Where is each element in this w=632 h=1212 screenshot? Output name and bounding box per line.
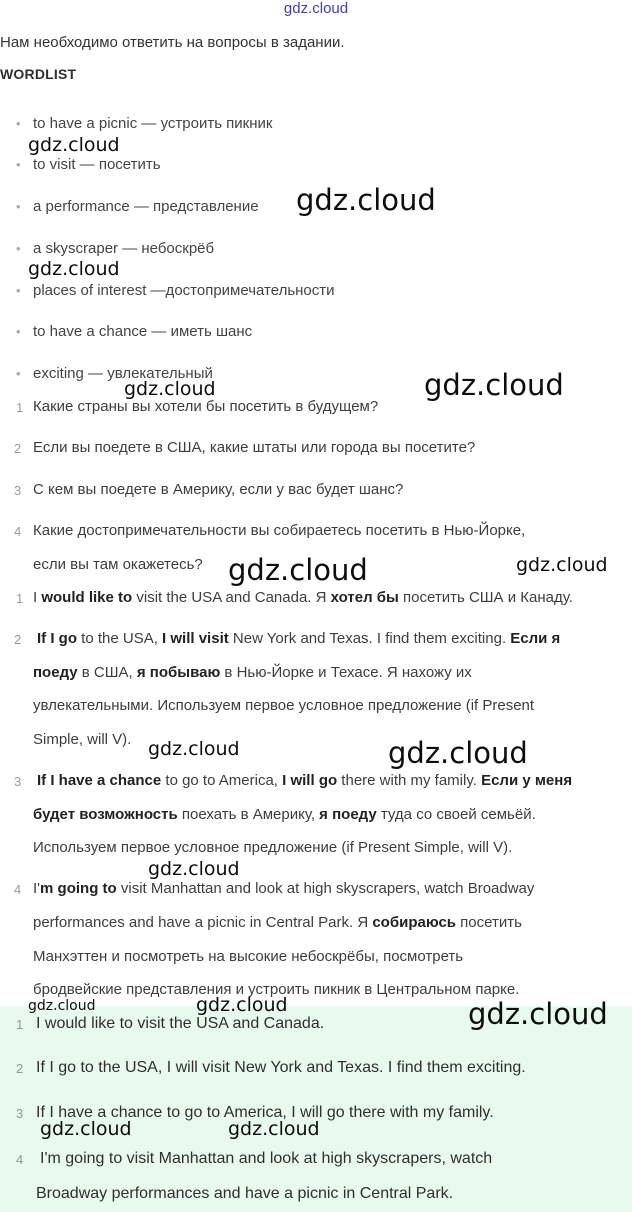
final-answer-number: 3 [16, 1106, 24, 1121]
final-answer-text: If I have a chance to go to America, I will go there with my family. [36, 1104, 494, 1121]
bullet-icon: • [16, 366, 21, 381]
watermark: gdz.cloud [228, 553, 368, 587]
watermark: gdz.cloud [516, 554, 608, 576]
answer-text: I'm going to visit Manhattan and look at high skyscrapers, watch Broadway [33, 880, 535, 897]
answer-number: 4 [14, 882, 22, 897]
watermark: gdz.cloud [124, 378, 216, 400]
answer-text: If I go to the USA, I will visit New York and Texas. I find them exciting. Если я [37, 630, 561, 647]
watermark: gdz.cloud [388, 736, 528, 770]
list-item: • to have a chance — иметь шанс [16, 323, 253, 340]
question-text: С кем вы поедете в Америку, если у вас будет шанс? [33, 481, 404, 498]
question-text: Если вы поедете в США, какие штаты или города вы посетите? [33, 439, 476, 456]
bullet-icon: • [16, 199, 21, 214]
bullet-icon: • [16, 116, 21, 131]
final-answer-text: I would like to visit the USA and Canada. [36, 1015, 325, 1032]
question-number: 2 [14, 441, 22, 456]
list-item: • a skyscraper — небоскрёб [16, 240, 215, 257]
answer-text: увлекательными. Используем первое условное предложение (if Present [33, 697, 535, 714]
watermark: gdz.cloud [296, 183, 436, 217]
list-item: • to have a picnic — устроить пикник [16, 115, 273, 132]
top-watermark: gdz.cloud [283, 0, 349, 17]
wordlist-heading: WORDLIST [0, 66, 77, 82]
watermark: gdz.cloud [148, 858, 240, 880]
watermark: gdz.cloud [40, 1118, 132, 1140]
answer-text: будет возможность поехать в Америку, я поеду туда со своей семьёй. [33, 806, 536, 823]
final-answer-number: 4 [16, 1152, 24, 1167]
question-number: 3 [14, 483, 22, 498]
question-text: если вы там окажетесь? [33, 556, 203, 573]
question-number: 4 [14, 524, 22, 539]
list-item: • places of interest —достопримечательности [16, 282, 335, 299]
question-text: Какие достопримечательности вы собираетесь посетить в Нью-Йорке, [33, 522, 526, 539]
watermark: gdz.cloud [28, 258, 120, 280]
list-item: • to visit — посетить [16, 156, 161, 173]
bullet-icon: • [16, 157, 21, 172]
answer-number: 2 [14, 632, 22, 647]
final-answer-number: 1 [16, 1017, 24, 1032]
question-number: 1 [16, 400, 24, 415]
answer-text: Манхэттен и посмотреть на высокие небоскрёбы, посмотреть [33, 948, 464, 965]
final-answer-number: 2 [16, 1061, 24, 1076]
watermark: gdz.cloud [468, 997, 608, 1031]
answer-text: performances and have a picnic in Central Park. Я собираюсь посетить [33, 914, 522, 931]
watermark: gdz.cloud [228, 1118, 320, 1140]
final-answer-text: Broadway performances and have a picnic in Central Park. [36, 1185, 454, 1202]
question-text: Какие страны вы хотели бы посетить в будущем? [33, 398, 379, 415]
watermark: gdz.cloud [148, 738, 240, 760]
list-item: • exciting — увлекательный [16, 365, 213, 382]
answer-text: I would like to visit the USA and Canada. Я хотел бы посетить США и Канаду. [33, 589, 573, 606]
bullet-icon: • [16, 241, 21, 256]
answer-text: бродвейские представления и устроить пикник в Центральном парке. [33, 981, 520, 998]
bullet-icon: • [16, 283, 21, 298]
final-answer-text: If I go to the USA, I will visit New York and Texas. I find them exciting. [36, 1059, 526, 1076]
final-answer-text: I'm going to visit Manhattan and look at high skyscrapers, watch [40, 1150, 493, 1167]
watermark: gdz.cloud [424, 368, 564, 402]
watermark: gdz.cloud [196, 994, 288, 1016]
answer-number: 1 [16, 591, 24, 606]
answer-text: If I have a chance to go to America, I will go there with my family. Если у меня [37, 772, 573, 789]
bullet-icon: • [16, 324, 21, 339]
watermark: gdz.cloud [28, 134, 120, 156]
list-item: • a performance — представление [16, 198, 259, 215]
answer-text: Используем первое условное предложение (if Present Simple, will V). [33, 839, 513, 856]
answer-text: Simple, will V). [33, 731, 132, 748]
watermark: gdz.cloud [28, 998, 96, 1014]
answer-number: 3 [14, 774, 22, 789]
intro-text: Нам необходимо ответить на вопросы в задании. [0, 34, 345, 51]
answer-text: поеду в США, я побываю в Нью-Йорке и Техасе. Я нахожу их [33, 664, 472, 681]
